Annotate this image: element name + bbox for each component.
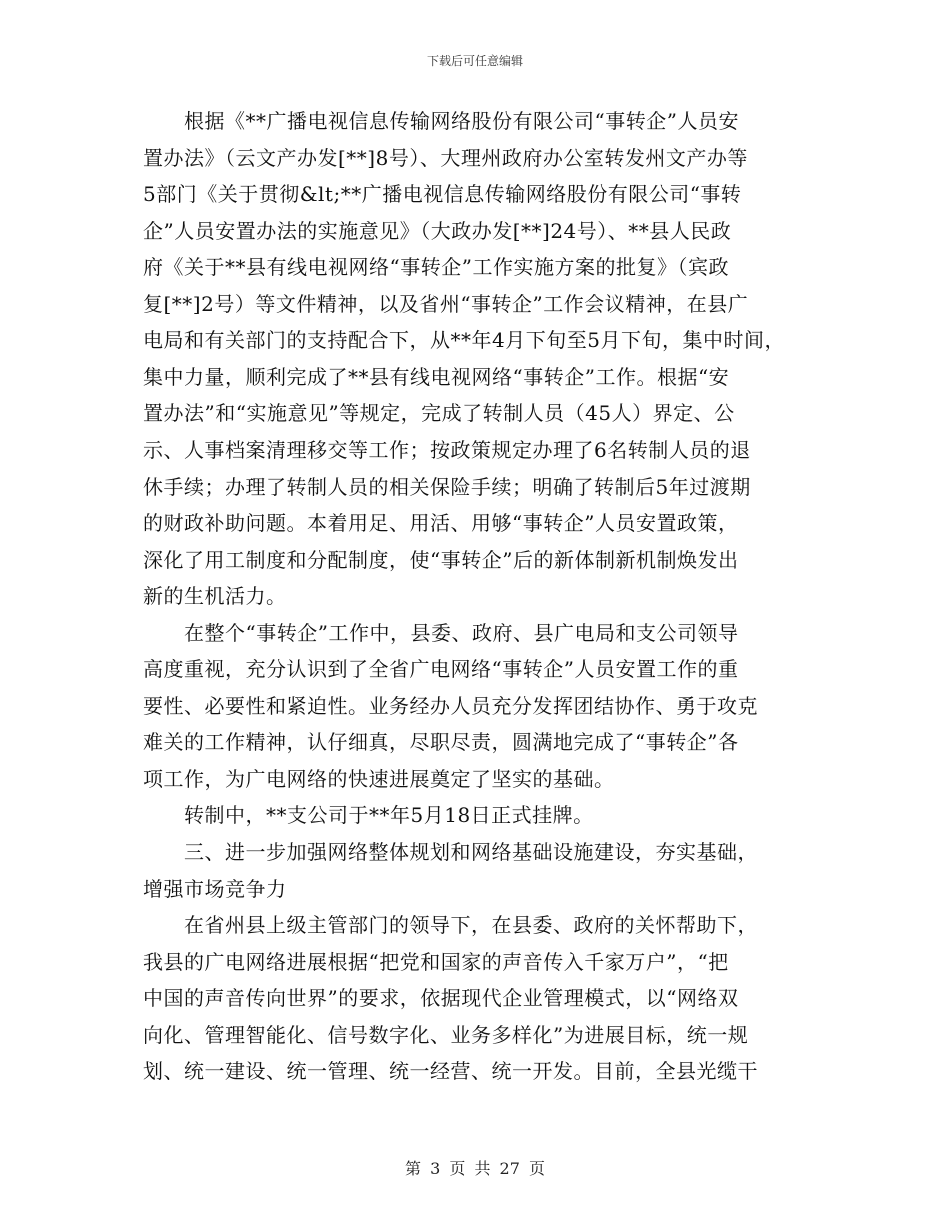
text-line: 项工作，为广电网络的快速进展奠定了坚实的基础。 [143, 766, 615, 791]
text-line: 新的生机活力。 [143, 584, 287, 609]
text-line: 高度重视，充分认识到了全省广电网络“事转企”人员安置工作的重 [143, 657, 739, 682]
text-line: 要性、必要性和紧迫性。业务经办人员充分发挥团结协作、勇于攻克 [143, 693, 758, 718]
text-line: 集中力量，顺利完成了**县有线电视网络“事转企”工作。根据“安 [143, 364, 730, 389]
text-line: 向化、管理智能化、信号数字化、业务多样化”为进展目标，统一规 [143, 1022, 749, 1047]
text-line: 府《关于**县有线电视网络“事转企”工作实施方案的批复》（宾政 [143, 255, 729, 280]
text-line: 休手续；办理了转制人员的相关保险手续；明确了转制后5年过渡期 [143, 474, 751, 499]
text-line: 转制中，**支公司于**年5月18日正式挂牌。 [143, 803, 594, 828]
text-line: 中国的声音传向世界”的要求，依据现代企业管理模式，以“网络双 [143, 986, 739, 1011]
text-line: 划、统一建设、统一管理、统一经营、统一开发。目前，全县光缆干 [143, 1059, 758, 1084]
text-line: 深化了用工制度和分配制度，使“事转企”后的新体制新机制焕发出 [143, 547, 739, 572]
text-line: 在省州县上级主管部门的领导下，在县委、政府的关怀帮助下， [143, 913, 758, 938]
text-line: 示、人事档案清理移交等工作；按政策规定办理了6名转制人员的退 [143, 437, 751, 462]
text-line: 增强市场竞争力 [143, 876, 287, 901]
text-line: 电局和有关部门的支持配合下，从**年4月下旬至5月下旬，集中时间， [143, 328, 785, 353]
text-line: 的财政补助问题。本着用足、用活、用够“事转企”人员安置政策， [143, 511, 739, 536]
text-line: 置办法”和“实施意见”等规定，完成了转制人员（45人）界定、公 [143, 401, 735, 426]
page-number: 第 3 页 共 27 页 [405, 1159, 545, 1178]
text-line: 复[**]2号）等文件精神，以及省州“事转企”工作会议精神，在县广 [143, 291, 749, 316]
page-header: 下载后可任意编辑 [426, 54, 523, 68]
text-line: 三、进一步加强网络整体规划和网络基础设施建设，夯实基础， [143, 840, 758, 864]
text-line: 我县的广电网络进展根据“把党和国家的声音传入千家万户”，“把 [143, 949, 729, 974]
text-line: 难关的工作精神，认仔细真，尽职尽责，圆满地完成了“事转企”各 [143, 730, 739, 755]
text-line: 置办法》（云文产办发[**]8号）、大理州政府办公室转发州文产办等 [143, 145, 748, 170]
text-line: 在整个“事转企”工作中，县委、政府、县广电局和支公司领导 [143, 620, 739, 645]
text-line: 企”人员安置办法的实施意见》（大政办发[**]24号）、**县人民政 [143, 218, 732, 243]
text-line: 根据《**广播电视信息传输网络股份有限公司“事转企”人员安 [143, 109, 739, 133]
text-line: 5部门《关于贯彻&lt;**广播电视信息传输网络股份有限公司“事转 [143, 182, 742, 207]
